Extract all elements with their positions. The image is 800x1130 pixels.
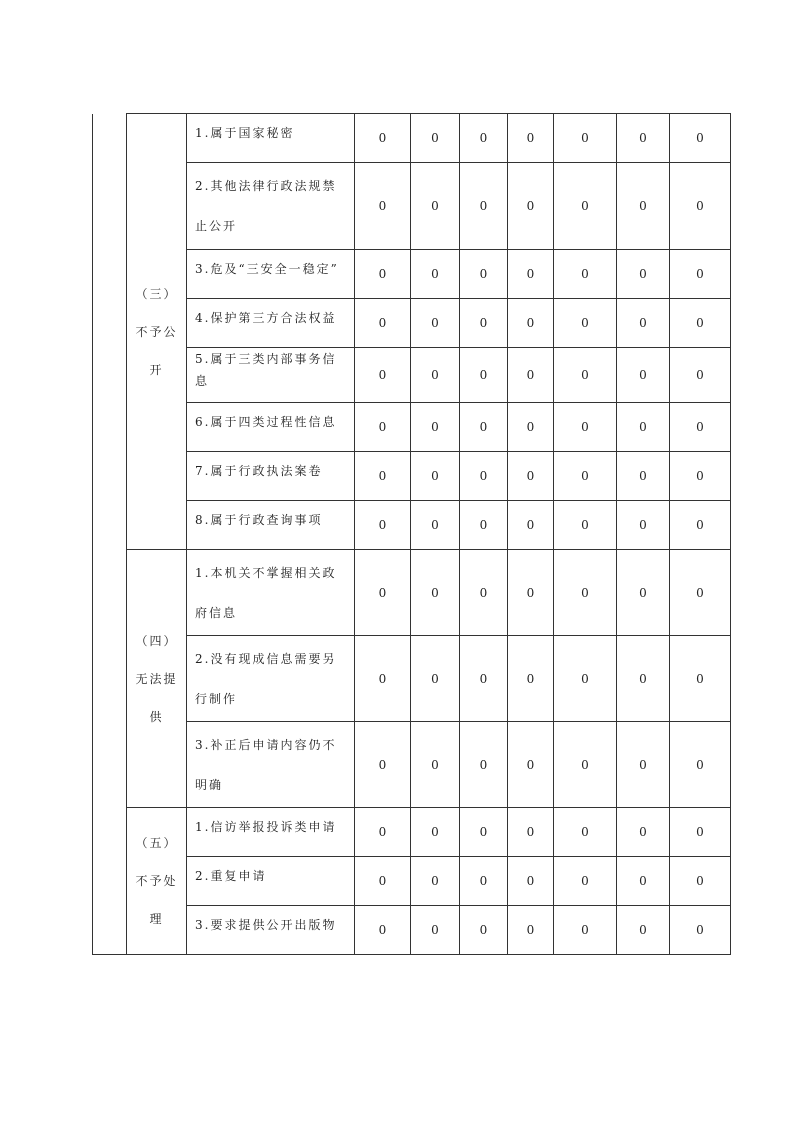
table-row (93, 114, 731, 163)
value-cell: 0 (508, 250, 554, 299)
row-label: 8.属于行政查询事项 (187, 501, 355, 550)
value-cell: 0 (508, 114, 554, 163)
value-cell: 0 (355, 348, 411, 403)
value-cell: 0 (355, 163, 411, 250)
value-cell: 0 (554, 636, 617, 722)
value-cell: 0 (554, 299, 617, 348)
row-label: 5.属于三类内部事务信息 (187, 348, 355, 403)
value-cell: 0 (617, 857, 670, 906)
category-cell (127, 808, 187, 955)
value-cell: 0 (617, 636, 670, 722)
table-row (93, 808, 731, 857)
table-row (93, 501, 731, 550)
category-label-line: （三） (135, 286, 178, 301)
value-cell: 0 (617, 808, 670, 857)
value-cell: 0 (554, 550, 617, 636)
table-row (93, 348, 731, 403)
table-row (93, 163, 731, 250)
value-cell: 0 (355, 636, 411, 722)
value-cell: 0 (411, 722, 460, 808)
value-cell: 0 (460, 550, 508, 636)
row-label: 1.属于国家秘密 (187, 114, 355, 163)
value-cell: 0 (460, 501, 508, 550)
value-cell: 0 (670, 906, 731, 955)
value-cell: 0 (670, 250, 731, 299)
value-cell: 0 (617, 348, 670, 403)
value-cell: 0 (411, 636, 460, 722)
value-cell: 0 (670, 857, 731, 906)
value-cell: 0 (355, 250, 411, 299)
value-cell: 0 (554, 403, 617, 452)
category-cell (127, 550, 187, 808)
value-cell: 0 (617, 163, 670, 250)
value-cell: 0 (670, 550, 731, 636)
value-cell: 0 (355, 808, 411, 857)
row-label: 6.属于四类过程性信息 (187, 403, 355, 452)
category-label-line: （四） (135, 633, 178, 648)
value-cell: 0 (670, 452, 731, 501)
value-cell: 0 (460, 250, 508, 299)
table-row (93, 722, 731, 808)
value-cell: 0 (554, 163, 617, 250)
value-cell: 0 (355, 403, 411, 452)
value-cell: 0 (617, 906, 670, 955)
value-cell: 0 (460, 722, 508, 808)
value-cell: 0 (670, 299, 731, 348)
row-label: 2.没有现成信息需要另行制作 (187, 636, 355, 722)
value-cell: 0 (460, 114, 508, 163)
row-label: 2.其他法律行政法规禁止公开 (187, 163, 355, 250)
value-cell: 0 (670, 403, 731, 452)
value-cell: 0 (411, 403, 460, 452)
value-cell: 0 (670, 808, 731, 857)
value-cell: 0 (508, 403, 554, 452)
value-cell: 0 (554, 114, 617, 163)
category-cell (127, 114, 187, 550)
value-cell: 0 (670, 163, 731, 250)
row-label: 1.信访举报投诉类申请 (187, 808, 355, 857)
category-label-line: 不予公 (135, 324, 178, 339)
value-cell: 0 (411, 808, 460, 857)
row-label: 4.保护第三方合法权益 (187, 299, 355, 348)
value-cell: 0 (460, 452, 508, 501)
value-cell: 0 (617, 452, 670, 501)
value-cell: 0 (508, 163, 554, 250)
value-cell: 0 (460, 403, 508, 452)
value-cell: 0 (460, 857, 508, 906)
value-cell: 0 (460, 636, 508, 722)
value-cell: 0 (411, 857, 460, 906)
value-cell: 0 (411, 550, 460, 636)
value-cell: 0 (411, 501, 460, 550)
value-cell: 0 (355, 452, 411, 501)
table-row (93, 250, 731, 299)
value-cell: 0 (508, 722, 554, 808)
value-cell: 0 (355, 114, 411, 163)
value-cell: 0 (554, 722, 617, 808)
value-cell: 0 (411, 299, 460, 348)
value-cell: 0 (617, 722, 670, 808)
value-cell: 0 (508, 857, 554, 906)
value-cell: 0 (508, 299, 554, 348)
value-cell: 0 (355, 501, 411, 550)
value-cell: 0 (617, 501, 670, 550)
value-cell: 0 (670, 501, 731, 550)
value-cell: 0 (617, 299, 670, 348)
outer-left-column (93, 114, 127, 955)
table-row (93, 452, 731, 501)
value-cell: 0 (411, 114, 460, 163)
value-cell: 0 (355, 906, 411, 955)
value-cell: 0 (554, 348, 617, 403)
value-cell: 0 (508, 808, 554, 857)
value-cell: 0 (460, 348, 508, 403)
category-label-line: 开 (149, 362, 164, 377)
value-cell: 0 (617, 403, 670, 452)
value-cell: 0 (670, 114, 731, 163)
row-label: 7.属于行政执法案卷 (187, 452, 355, 501)
value-cell: 0 (508, 906, 554, 955)
table-row (93, 636, 731, 722)
value-cell: 0 (508, 550, 554, 636)
value-cell: 0 (554, 452, 617, 501)
row-label: 1.本机关不掌握相关政府信息 (187, 550, 355, 636)
value-cell: 0 (460, 808, 508, 857)
value-cell: 0 (508, 348, 554, 403)
value-cell: 0 (411, 452, 460, 501)
value-cell: 0 (508, 636, 554, 722)
value-cell: 0 (411, 348, 460, 403)
row-label: 3.要求提供公开出版物 (187, 906, 355, 955)
value-cell: 0 (508, 501, 554, 550)
value-cell: 0 (411, 163, 460, 250)
table-row (93, 857, 731, 906)
row-label: 3.危及“三安全一稳定” (187, 250, 355, 299)
value-cell: 0 (617, 550, 670, 636)
value-cell: 0 (670, 636, 731, 722)
category-label-line: 无法提 (135, 671, 178, 686)
category-label-line: （五） (135, 836, 178, 850)
value-cell: 0 (617, 114, 670, 163)
value-cell: 0 (460, 163, 508, 250)
value-cell: 0 (670, 722, 731, 808)
value-cell: 0 (554, 906, 617, 955)
value-cell: 0 (411, 250, 460, 299)
value-cell: 0 (460, 299, 508, 348)
value-cell: 0 (411, 906, 460, 955)
table-row (93, 906, 731, 955)
category-label-line: 供 (149, 709, 164, 724)
row-label: 3.补正后申请内容仍不明确 (187, 722, 355, 808)
value-cell: 0 (554, 808, 617, 857)
value-cell: 0 (554, 501, 617, 550)
row-label: 2.重复申请 (187, 857, 355, 906)
value-cell: 0 (508, 452, 554, 501)
value-cell: 0 (355, 722, 411, 808)
table-row (93, 403, 731, 452)
value-cell: 0 (355, 550, 411, 636)
value-cell: 0 (355, 299, 411, 348)
category-label-line: 理 (149, 912, 164, 926)
disclosure-table (92, 113, 731, 955)
table-row (93, 299, 731, 348)
table-row (93, 550, 731, 636)
value-cell: 0 (355, 857, 411, 906)
value-cell: 0 (554, 857, 617, 906)
value-cell: 0 (670, 348, 731, 403)
value-cell: 0 (554, 250, 617, 299)
value-cell: 0 (460, 906, 508, 955)
value-cell: 0 (617, 250, 670, 299)
category-label-line: 不予处 (135, 874, 178, 888)
